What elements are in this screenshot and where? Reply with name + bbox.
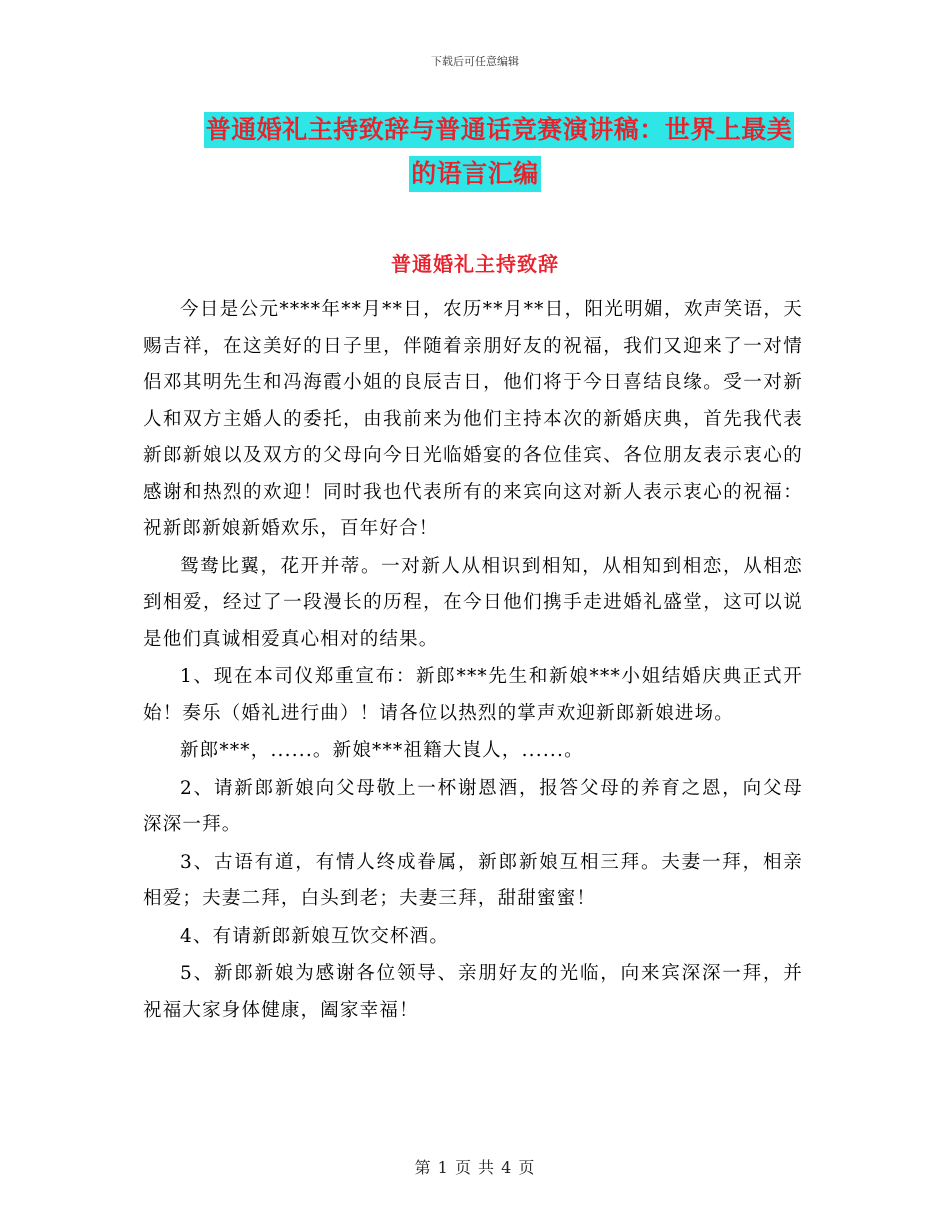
- title-line-2: 的语言汇编: [409, 156, 541, 192]
- paragraph: 今日是公元****年**月**日，农历**月**日，阳光明媚，欢声笑语，天赐吉祥，在这美好的日子里，伴随着亲朋好友的祝福，我们又迎来了一对情侣邓其明先生和冯海霞小姐的良辰吉日，他们将于今日喜结良缘。受一对新人和双方主婚人的委托，由我前来为他们主持本次的新婚庆典，首先我代表新郎新娘以及双方的父母向今日光临婚宴的各位佳宾、各位朋友表示衷心的感谢和热烈的欢迎！同时我也代表所有的来宾向这对新人表示衷心的祝福：祝新郎新娘新婚欢乐，百年好合！: [143, 299, 803, 539]
- body-text: [143, 292, 803, 1030]
- paragraph: 鸳鸯比翼，花开并蒂。一对新人从相识到相知，从相知到相恋，从相恋到相爱，经过了一段漫长的历程，在今日他们携手走进婚礼盛堂，这可以说是他们真诚相爱真心相对的结果。: [143, 555, 803, 650]
- paragraph: 1、现在本司仪郑重宣布：新郎***先生和新娘***小姐结婚庆典正式开始！奏乐（婚礼进行曲）！请各位以热烈的掌声欢迎新郎新娘进场。: [143, 666, 803, 724]
- paragraph: 4、有请新郎新娘互饮交杯酒。: [180, 925, 450, 947]
- paragraph: 新郎***，......。新娘***祖籍大崀人，......。: [180, 740, 584, 761]
- document-title: [0, 112, 950, 192]
- paragraph: 3、古语有道，有情人终成眷属，新郎新娘互相三拜。夫妻一拜，相亲相爱；夫妻二拜，白头到老；夫妻三拜，甜甜蜜蜜！: [143, 851, 803, 909]
- paragraph: 5、新郎新娘为感谢各位领导、亲朋好友的光临，向来宾深深一拜，并祝福大家身体健康，阖家幸福！: [143, 963, 803, 1021]
- page-footer: 第 1 页 共 4 页: [414, 1158, 536, 1177]
- title-line-1: 普通婚礼主持致辞与普通话竞赛演讲稿：世界上最美: [204, 112, 795, 148]
- section-heading: 普通婚礼主持致辞: [391, 252, 559, 276]
- header-note: 下载后可任意编辑: [431, 55, 519, 68]
- paragraph: 2、请新郎新娘向父母敬上一杯谢恩酒，报答父母的养育之恩，向父母深深一拜。: [143, 777, 803, 835]
